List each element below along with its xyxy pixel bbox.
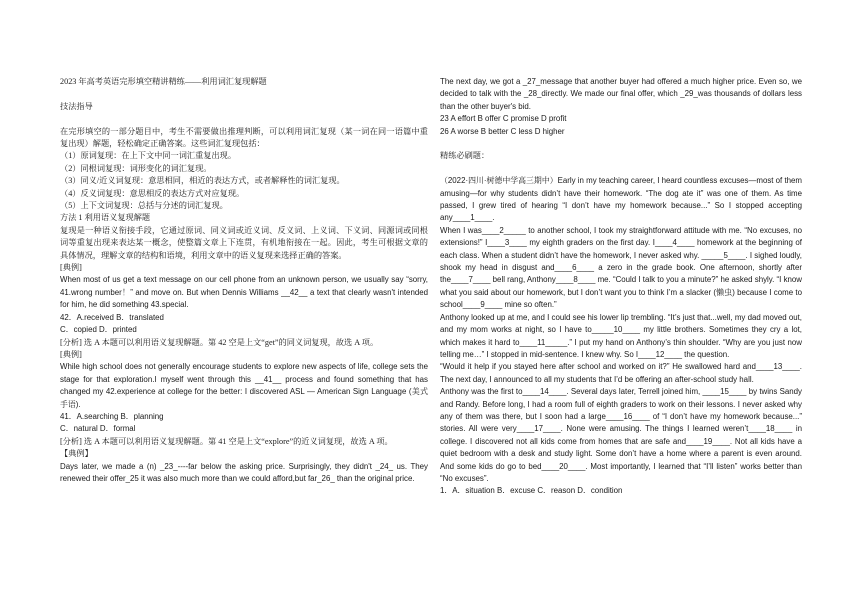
example-options: 41．A.searching B．planning (60, 411, 164, 421)
example-text: Days later, we made a (n) _23_----far below the asking price. Surprisingly, they didn't _24_ us. They renewed their offer_25 it was also much more than we could afford,but far_26_ than the original price. (60, 461, 428, 483)
passage-paragraph: “Would it help if you stayed here after school and worked on it?” He swallowed hard and____13____. The next day, I announced to all my students that I’d be offering an after-school study hall. (440, 362, 802, 384)
intro-paragraph: 在完形填空的一部分题目中，考生不需要做出推理判断，可以利用词汇复现（某一词在同一语篇中重复出现）解题，轻松确定正确答案。这些词汇复现包括： (60, 126, 428, 148)
example-text: When most of us get a text message on our cell phone from an unknown person, we usually say “sorry, 41.wrong number！” and move on. But when Dennis Williams __42__ a text that clearly wasn't intended for him, he did something 43.special. (60, 275, 428, 310)
example-analysis: [分析] 选 A 本题可以利用语义复现解题。第 41 空是上文“explore”的近义词复现，故选 A 项。 (60, 436, 393, 446)
passage-paragraph: When I was____2_____ to another school, I took my straightforward attitude with me. “No excuses, no extensions!” I____3____ my eighth graders on the first day. I____4____ homework at the beginning of each class. When a student didn’t have the homework, I never asked why. _____5____. I sighed loudly, shook my head in disgust and____6____ a zero in the grade book. One afternoon, shortly after the____7____ bell rang, Anthony____8____ me. “Could I talk to you a minute?” he asked shyly. “I know what you said about our homework, but I don’t want you to think I’m a slacker (懒虫) because I come to school____9____ mine so often.” (440, 225, 802, 310)
document-title: 2023 年高考英语完形填空精讲精练——利用词汇复现解题 (60, 77, 267, 86)
method-heading: 方法 1 利用语义复现解题 (60, 213, 151, 223)
example-continuation: The next day, we got a _27_message that another buyer had offered a much higher price. Even so, we decided to talk with the _28_directly. We made our final offer, which _29_was thousands of dollars less than the other buyer's bid. (440, 77, 802, 111)
left-column (60, 76, 428, 485)
example-label: [典例] (60, 263, 82, 273)
example-label: [典例] (60, 349, 82, 359)
example-analysis: [分析] 选 A 本题可以利用语义复现解题。第 42 空是上文“get”的同义词复现，故选 A 项。 (60, 337, 379, 347)
example-label: 【典例】 (60, 449, 93, 459)
list-item: （3）同义/近义词复现：意思相同，相近的表达方式，或者解释性的词汇复现。 (60, 176, 345, 186)
list-item: （4）反义词复现：意思相反的表达方式对应复现。 (60, 188, 245, 198)
section-heading: 技法指导 (60, 101, 93, 111)
example-options: 26 A worse B better C less D higher (440, 126, 565, 136)
example-text: While high school does not generally encourage students to explore new aspects of life, college sets the stage for that exploration.I myself went through this __41__ process and found something that has changed my 42.experience at college for the better: I discovered ASL — American Sign Language (美式手语). (60, 362, 428, 409)
list-item: （2）同根词复现：词形变化的词汇复现。 (60, 163, 212, 173)
question-options: 1．A．situation B．excuse C．reason D．condition (440, 486, 623, 496)
list-item: （5）上下文词复现：总括与分述的词汇复现。 (60, 201, 228, 211)
example-options: C．copied D．printed (60, 325, 137, 335)
example-options: 23 A effort B offer C promise D profit (440, 114, 567, 124)
practice-heading: 精练必刷题： (440, 151, 490, 161)
passage-paragraph: （2022·四川·树德中学高三期中）Early in my teaching career, I heard countless excuses—most of them amusing—for why students didn’t have their homework. “The dog ate it” was one of them. As time passed, I grew tired of hearing “I don’t have my homework because...” So I stopped accepting any____1____. (440, 176, 802, 223)
list-item: （1）原词复现：在上下文中同一词汇重复出现。 (60, 151, 237, 161)
passage-paragraph: Anthony was the first to____14____. Several days later, Terrell joined him, ____15____ by twins Sandy and Randy. Before long, I had a room full of eighth graders to work on their lessons. I never asked why any of them was there, but I soon had a large____16____ of “I don’t have my homework because...” stories. All were very____17____. None were amusing. The things I learned weren’t____18____ in college. I discovered not all kids come from homes that are safe and____19____. Not all kids have a quiet bedroom with a desk and study light. Some don’t have a home where a parent is even around. And some kids do go to bed____20____. Most importantly, I learned that “I’ll listen” works better than “No excuses”. (440, 387, 802, 483)
right-column (440, 76, 802, 498)
example-options: 42．A.received B．translated (60, 312, 164, 322)
passage-paragraph: Anthony looked up at me, and I could see his lower lip trembling. “It’s just that...well, my dad moved out, and my mom works at night, so I have to_____10____ my little brothers. Sometimes they cry a lot, which makes it hard to____11_____.” I put my hand on Anthony’s thin shoulder. “Why are you just now telling me…” I stopped in mid-sentence. I knew why. So I____12____ the question. (440, 312, 802, 359)
method-paragraph: 复现是一种语义衔接手段，它通过原词、同义词或近义词、反义词、上义词、下义词、同源词或同根词等重复出现来表达某一概念，使整篇文章上下连贯，有机地衔接在一起。因此，考生可根据文章的具体情况，理解文章的结构和语境，利用文章中的语义复现来选择正确的答案。 (60, 225, 428, 260)
example-options: C．natural D．formal (60, 424, 136, 434)
